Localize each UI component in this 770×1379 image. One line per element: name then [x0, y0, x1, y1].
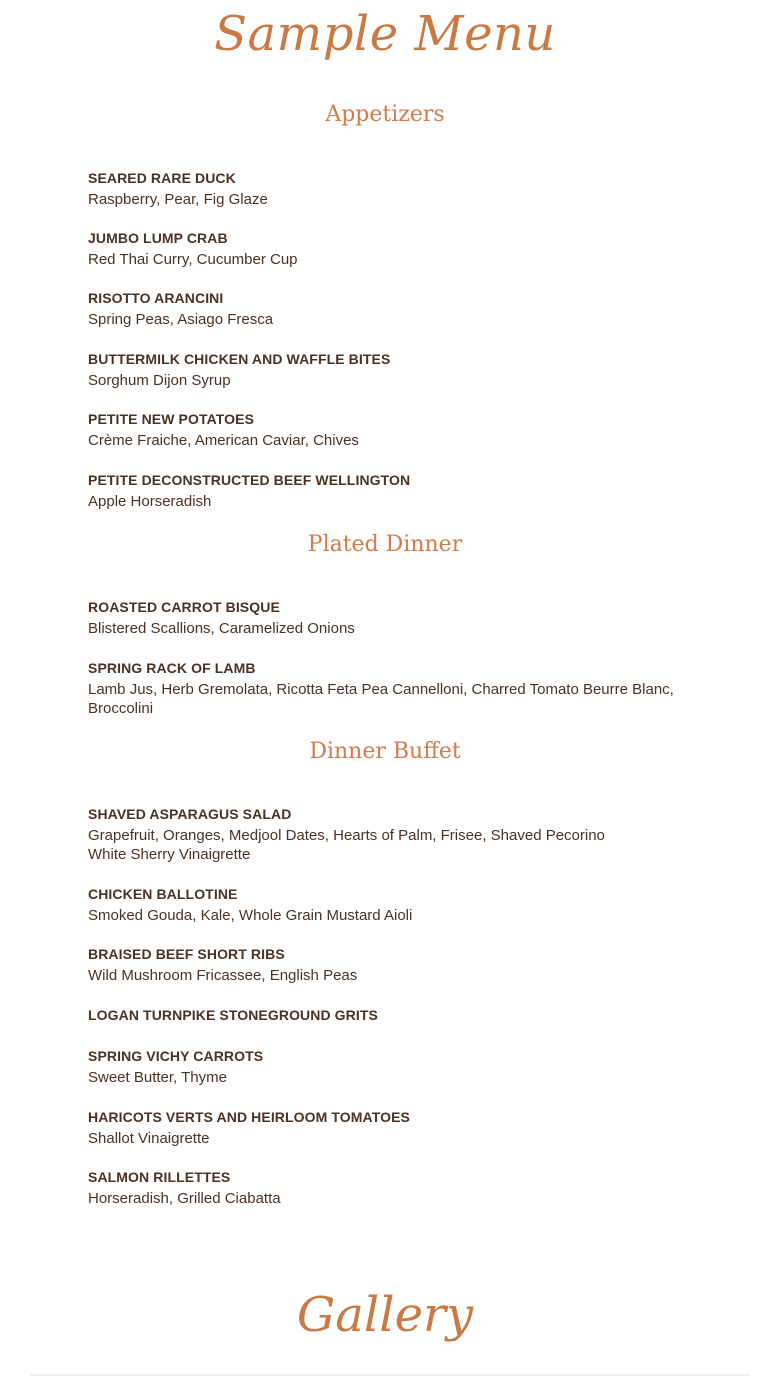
menu-item: [88, 885, 688, 925]
gallery-title: Gallery: [296, 1287, 474, 1343]
item-description-line: Blistered Scallions, Caramelized Onions: [88, 620, 355, 637]
item-description: [88, 966, 688, 985]
item-name: SPRING RACK OF LAMB: [88, 660, 256, 676]
item-description-line: White Sherry Vinaigrette: [88, 846, 251, 863]
menu-item: [88, 1168, 688, 1208]
item-description: [88, 310, 688, 329]
menu-item: [88, 1006, 688, 1024]
item-name: RISOTTO ARANCINI: [88, 290, 224, 306]
item-description: [88, 1189, 688, 1208]
page-title: Sample Menu: [214, 6, 556, 62]
item-name: SALMON RILLETTES: [88, 1169, 231, 1185]
menu-item: [88, 598, 688, 638]
item-description: [88, 619, 688, 638]
menu-item: [88, 1108, 688, 1148]
item-description: [88, 492, 688, 511]
menu-item: [88, 289, 688, 329]
item-description-line: Wild Mushroom Fricassee, English Peas: [88, 967, 358, 984]
item-description-line: Smoked Gouda, Kale, Whole Grain Mustard Aioli: [88, 907, 413, 924]
item-description-line: Lamb Jus, Herb Gremolata, Ricotta Feta Pea Cannelloni, Charred Tomato Beurre Blanc,: [88, 681, 674, 698]
item-name: BRAISED BEEF SHORT RIBS: [88, 946, 285, 962]
item-name: PETITE NEW POTATOES: [88, 411, 255, 427]
item-name: PETITE DECONSTRUCTED BEEF WELLINGTON: [88, 472, 411, 488]
item-description: [88, 826, 688, 864]
item-description: [88, 906, 688, 925]
item-description-line: Shallot Vinaigrette: [88, 1130, 210, 1147]
item-description-line: Broccolini: [88, 700, 154, 717]
item-name: SEARED RARE DUCK: [88, 170, 236, 186]
item-description: [88, 1129, 688, 1148]
item-name: SHAVED ASPARAGUS SALAD: [88, 806, 292, 822]
menu-item: [88, 169, 688, 209]
item-description: [88, 431, 688, 450]
item-description-line: Sorghum Dijon Syrup: [88, 372, 231, 389]
item-name: CHICKEN BALLOTINE: [88, 886, 238, 902]
menu-item: [88, 350, 688, 390]
item-description: [88, 371, 688, 390]
item-name: SPRING VICHY CARROTS: [88, 1048, 264, 1064]
item-name: JUMBO LUMP CRAB: [88, 230, 228, 246]
item-name: LOGAN TURNPIKE STONEGROUND GRITS: [88, 1007, 378, 1023]
menu-item: [88, 945, 688, 985]
menu-item: [88, 659, 688, 718]
item-description: [88, 1068, 688, 1087]
item-description-line: Horseradish, Grilled Ciabatta: [88, 1190, 281, 1207]
section-heading-plated-dinner: Plated Dinner: [307, 532, 463, 557]
item-description: [88, 680, 688, 718]
item-description-line: Crème Fraiche, American Caviar, Chives: [88, 432, 359, 449]
menu-item: [88, 471, 688, 511]
menu-item: [88, 410, 688, 450]
menu-item: [88, 229, 688, 269]
item-description-line: Grapefruit, Oranges, Medjool Dates, Hearts of Palm, Frisee, Shaved Pecorino: [88, 827, 605, 844]
item-description: [88, 250, 688, 269]
gallery-top-edge: [30, 1374, 750, 1376]
menu-item: [88, 805, 688, 864]
item-description-line: Sweet Butter, Thyme: [88, 1069, 227, 1086]
item-name: BUTTERMILK CHICKEN AND WAFFLE BITES: [88, 351, 391, 367]
item-description-line: Spring Peas, Asiago Fresca: [88, 311, 274, 328]
item-description: [88, 190, 688, 209]
item-description-line: Red Thai Curry, Cucumber Cup: [88, 251, 298, 268]
item-description-line: Apple Horseradish: [88, 493, 212, 510]
menu-item: [88, 1047, 688, 1087]
item-name: ROASTED CARROT BISQUE: [88, 599, 280, 615]
item-name: HARICOTS VERTS AND HEIRLOOM TOMATOES: [88, 1109, 410, 1125]
section-heading-appetizers: Appetizers: [325, 102, 445, 127]
item-description-line: Raspberry, Pear, Fig Glaze: [88, 191, 268, 208]
section-heading-dinner-buffet: Dinner Buffet: [309, 739, 461, 764]
